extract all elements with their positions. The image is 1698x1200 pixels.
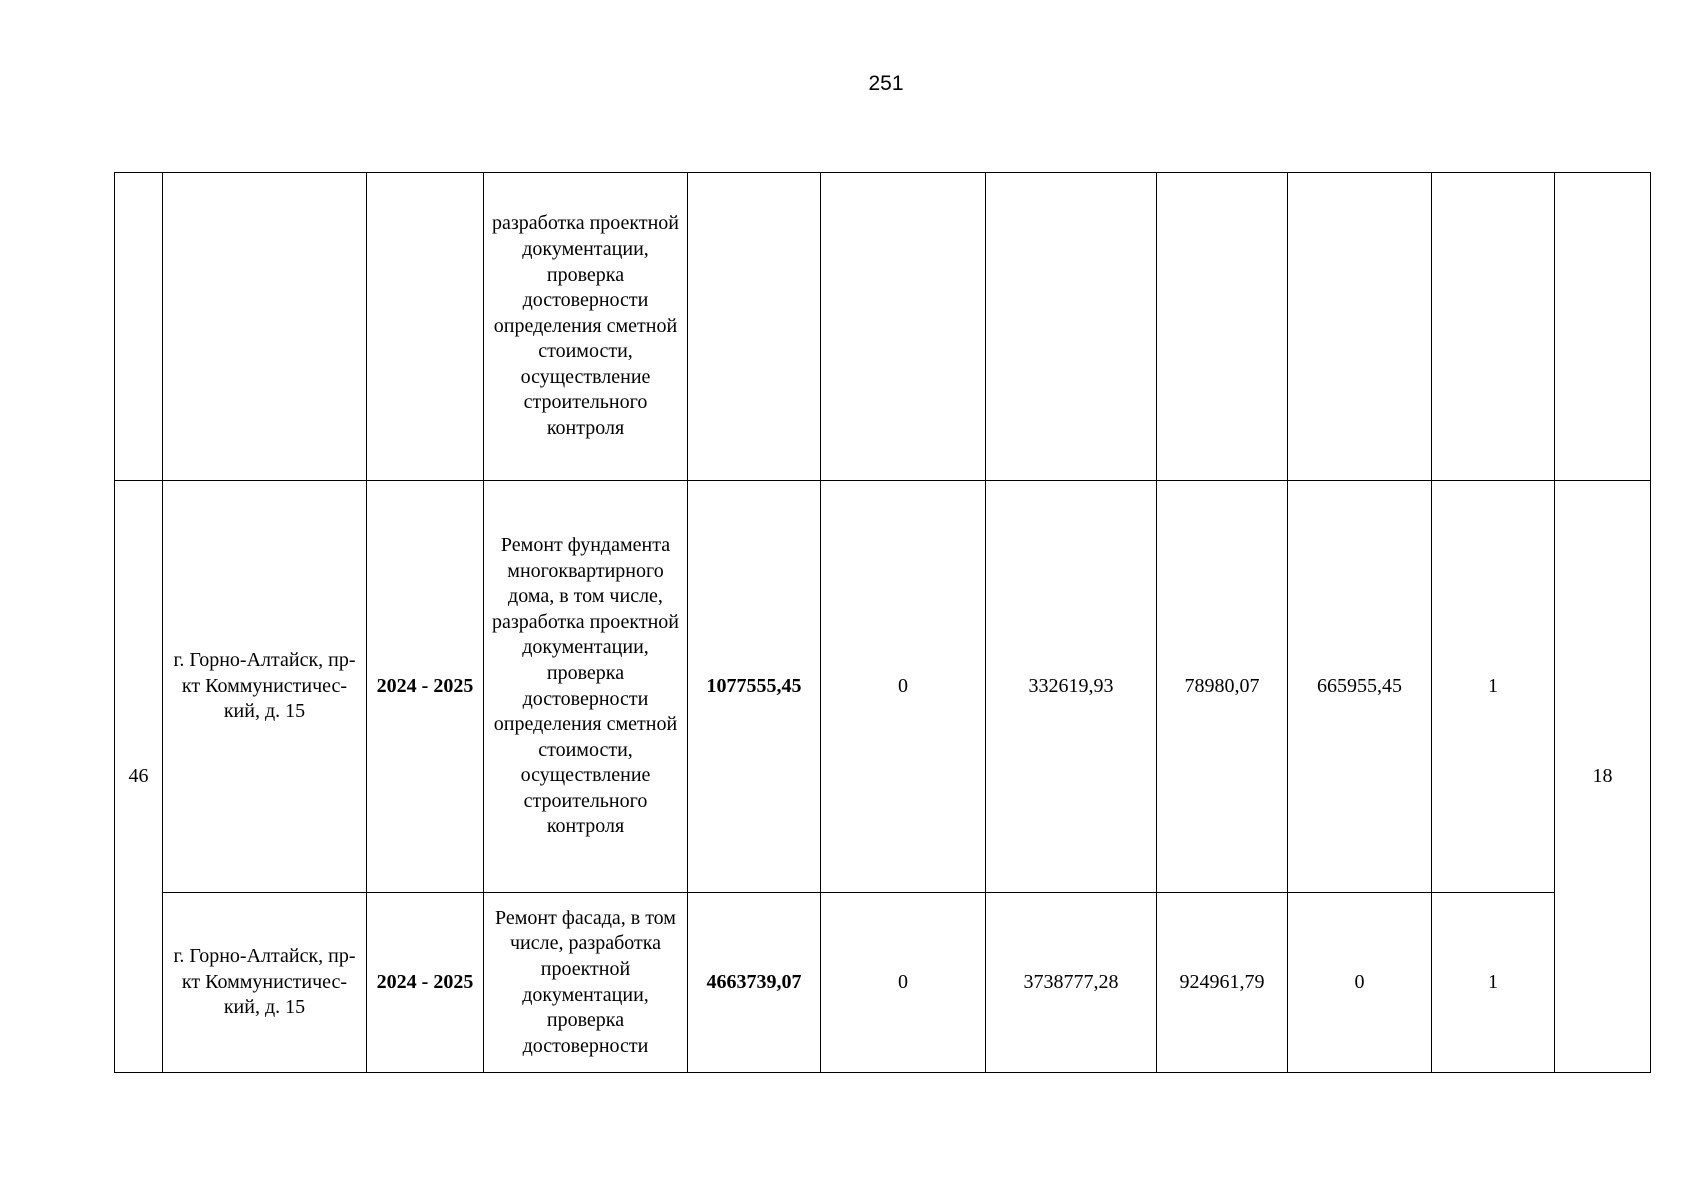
page-number: 251 bbox=[868, 72, 904, 95]
value-cell bbox=[1555, 173, 1651, 481]
value-cell bbox=[821, 173, 986, 481]
value-cell: 924961,79 bbox=[1157, 893, 1288, 1073]
value-cell: 332619,93 bbox=[986, 481, 1157, 893]
period-cell bbox=[367, 173, 484, 481]
value-cell bbox=[1432, 173, 1555, 481]
table-row bbox=[115, 893, 1651, 1073]
value-cell: 3738777,28 bbox=[986, 893, 1157, 1073]
index-cell: 46 bbox=[115, 481, 163, 1073]
value-cell: 1 bbox=[1432, 481, 1555, 893]
table-row bbox=[115, 481, 1651, 893]
table-row bbox=[115, 173, 1651, 481]
period-cell: 2024 - 2025 bbox=[367, 481, 484, 893]
address-cell: г. Горно-Алтайск, пр-кт Коммунистичес-кий, д. 15 bbox=[163, 893, 367, 1073]
value-cell: 18 bbox=[1555, 481, 1651, 1073]
total-cost-cell: 4663739,07 bbox=[688, 893, 821, 1073]
value-cell: 0 bbox=[1288, 893, 1432, 1073]
value-cell: 78980,07 bbox=[1157, 481, 1288, 893]
work-description-cell: разработка проектной документации, проверка достоверности определения сметной стоимости, осуществление строительного контроля bbox=[484, 173, 688, 481]
value-cell bbox=[1288, 173, 1432, 481]
index-cell bbox=[115, 173, 163, 481]
period-cell: 2024 - 2025 bbox=[367, 893, 484, 1073]
value-cell: 0 bbox=[821, 893, 986, 1073]
repair-program-table bbox=[114, 172, 1651, 1073]
work-description-cell: Ремонт фундамента многоквартирного дома, в том числе, разработка проектной документации, проверка достоверности определения сметной стоимости, осуществление строительного контроля bbox=[484, 481, 688, 893]
total-cost-cell bbox=[688, 173, 821, 481]
value-cell: 665955,45 bbox=[1288, 481, 1432, 893]
value-cell bbox=[1157, 173, 1288, 481]
total-cost-cell: 1077555,45 bbox=[688, 481, 821, 893]
address-cell bbox=[163, 173, 367, 481]
value-cell: 0 bbox=[821, 481, 986, 893]
address-cell: г. Горно-Алтайск, пр-кт Коммунистичес-кий, д. 15 bbox=[163, 481, 367, 893]
work-description-cell: Ремонт фасада, в том числе, разработка проектной документации, проверка достоверности bbox=[484, 893, 688, 1073]
value-cell bbox=[986, 173, 1157, 481]
value-cell: 1 bbox=[1432, 893, 1555, 1073]
